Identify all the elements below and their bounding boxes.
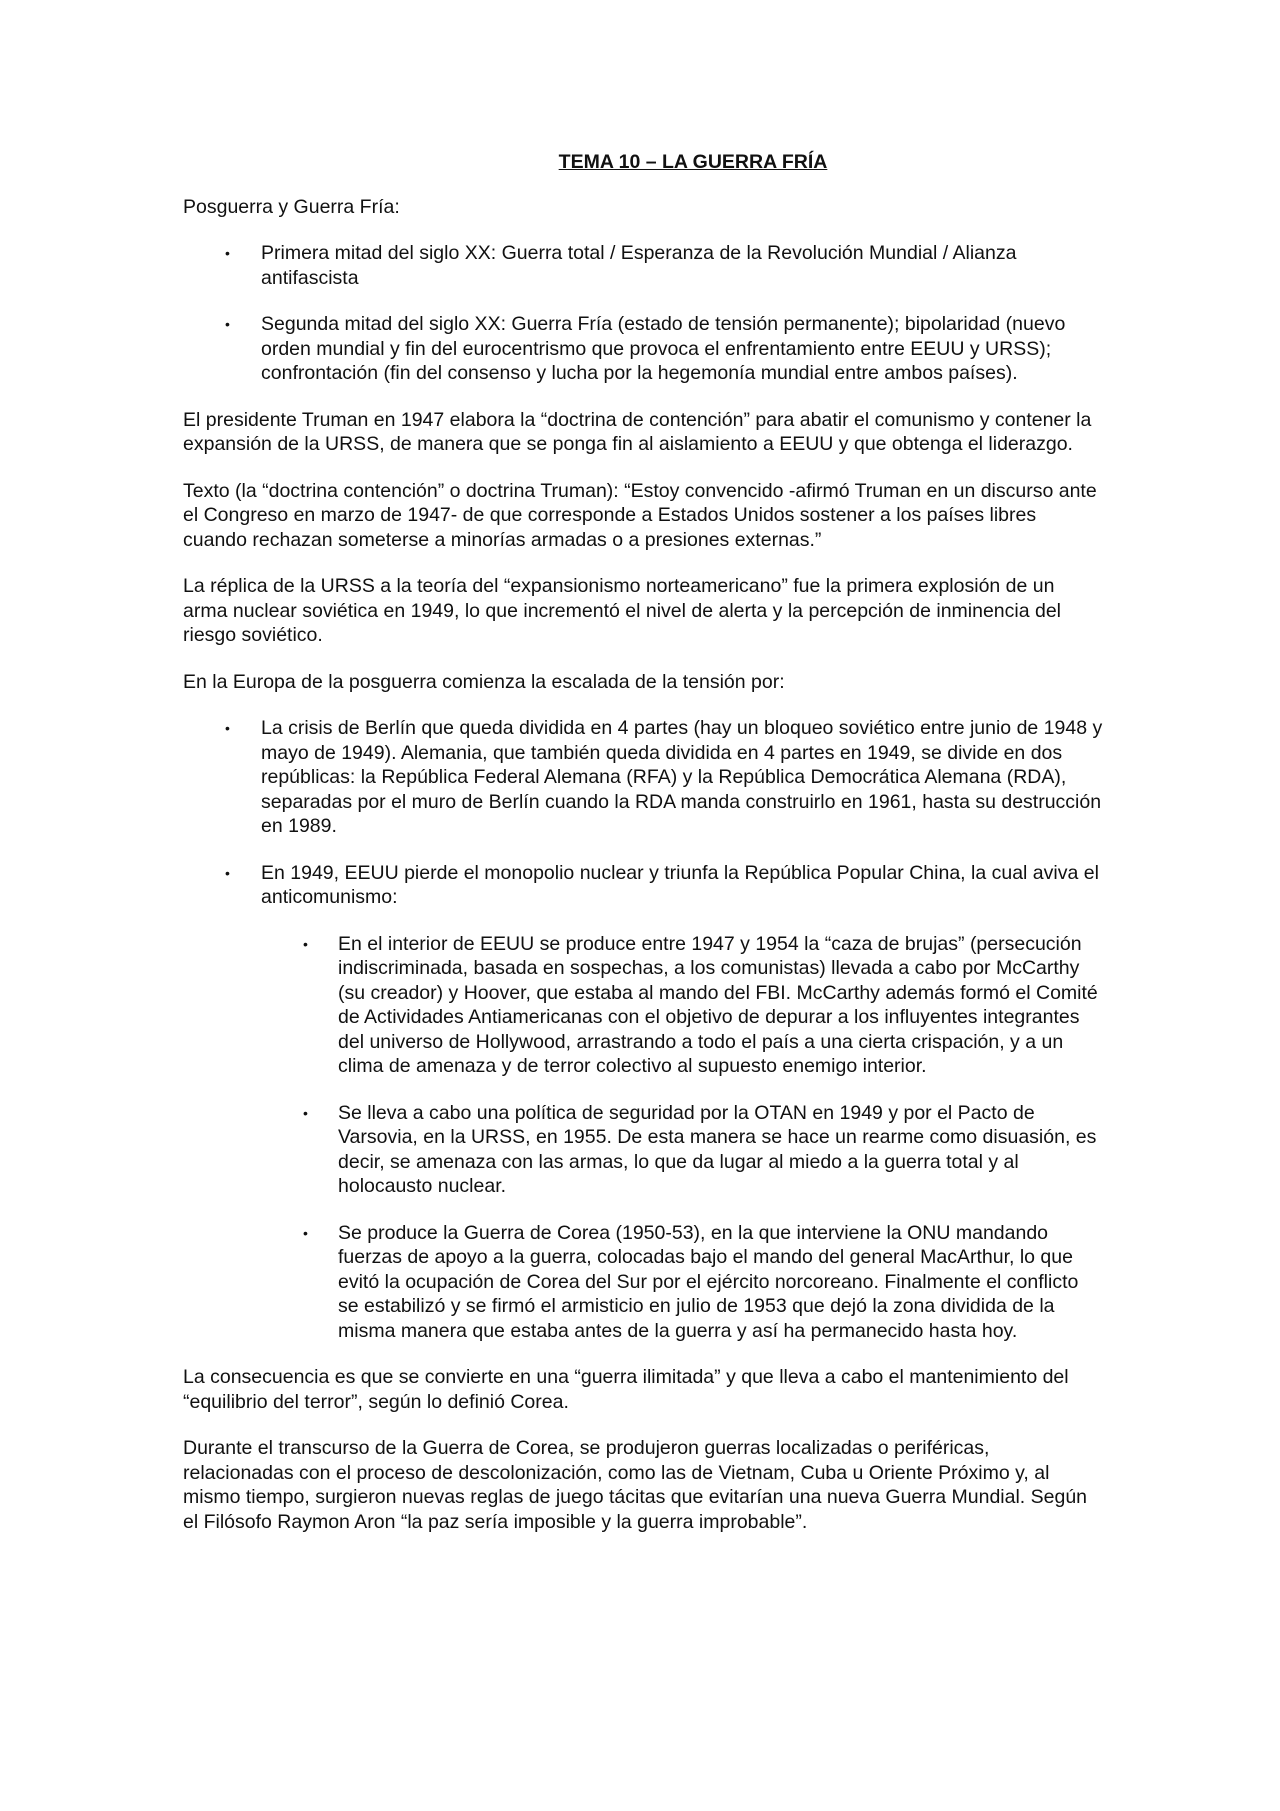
list-item-text: Se produce la Guerra de Corea (1950-53), en la que interviene la ONU mandando fuerzas de apoyo a la guerra, colocadas bajo el mando del general MacArthur, lo que evitó la ocupación de Corea del Sur por el ejército norcoreano. Finalmente el conflicto se estabilizó y se firmó el armisticio en julio de 1953 que dejó la zona dividida de la misma manera que estaba antes de la guerra y así ha permanecido hasta hoy. — [338, 1221, 1079, 1342]
paragraph-urss-reply: La réplica de la URSS a la teoría del “expansionismo norteamericano” fue la primera explosión de un arma nuclear soviética en 1949, lo que incrementó el nivel de alerta y la percepción de inminencia del riesgo soviético. — [183, 575, 1062, 646]
bullet-icon: • — [303, 935, 308, 952]
paragraph-europe-tension: En la Europa de la posguerra comienza la escalada de la tensión por: — [183, 670, 785, 693]
paragraph-truman-quote: Texto (la “doctrina contención” o doctrina Truman): “Estoy convencido -afirmó Truman en un discurso ante el Congreso en marzo de 1947- de que corresponde a Estados Unidos sostener a los países libres cuando rechazan someterse a minorías armadas o a presiones externas.” — [183, 479, 1097, 551]
bullet-icon: • — [303, 1104, 308, 1121]
anticommunism-bullet-list — [261, 932, 1103, 1344]
list-item-text: Primera mitad del siglo XX: Guerra total / Esperanza de la Revolución Mundial / Alianza antifascista — [261, 242, 1017, 289]
paragraph-truman: El presidente Truman en 1947 elabora la “doctrina de contención” para abatir el comunismo y contener la expansión de la URSS, de manera que se ponga fin al aislamiento a EEUU y que obtenga el liderazgo. — [183, 408, 1092, 455]
list-item-text: La crisis de Berlín que queda dividida en 4 partes (hay un bloqueo soviético entre junio de 1948 y mayo de 1949). Alemania, que también queda dividida en 4 partes en 1949, se divide en dos repúblicas: la República Federal Alemana (RFA) y la República Democrática Alemana (RDA), separadas por el muro de Berlín cuando la RDA manda construirlo en 1961, hasta su destrucción en 1989. — [261, 717, 1103, 837]
section-heading: Posguerra y Guerra Fría: — [183, 195, 400, 218]
document-body — [183, 150, 1103, 1556]
tension-bullet-list — [183, 716, 1103, 1343]
list-item-text: Segunda mitad del siglo XX: Guerra Fría (estado de tensión permanente); bipolaridad (nuevo orden mundial y fin del eurocentrismo que provoca el enfrentamiento entre EEUU y URSS); confrontación (fin del consenso y lucha por la hegemonía mundial entre ambos países). — [261, 313, 1066, 384]
list-item-text: Se lleva a cabo una política de seguridad por la OTAN en 1949 y por el Pacto de Varsovia, en la URSS, en 1955. De esta manera se hace un rearme como disuasión, es decir, se amenaza con las armas, lo que da lugar al miedo a la guerra total y al holocausto nuclear. — [338, 1101, 1097, 1197]
list-item — [183, 861, 1103, 1344]
bullet-icon: • — [225, 864, 230, 881]
paragraph-korea-war: Durante el transcurso de la Guerra de Corea, se produjeron guerras localizadas o periféricas, relacionadas con el proceso de descolonización, como las de Vietnam, Cuba u Oriente Próximo y, al mismo tiempo, surgieron nuevas reglas de juego tácitas que evitarían una nueva Guerra Mundial. Según el Filósofo Raymon Aron “la paz sería imposible y la guerra improbable”. — [183, 1437, 1088, 1533]
bullet-icon: • — [303, 1224, 308, 1241]
document-title: TEMA 10 – LA GUERRA FRÍA — [558, 151, 828, 173]
list-item — [183, 716, 1103, 839]
list-item — [183, 241, 1103, 290]
list-item-text: En 1949, EEUU pierde el monopolio nuclear y triunfa la República Popular China, la cual aviva el anticomunismo: — [261, 861, 1099, 908]
list-item — [261, 1221, 1103, 1344]
list-item — [183, 312, 1103, 386]
list-item — [261, 1101, 1103, 1199]
bullet-icon: • — [225, 720, 230, 736]
bullet-icon: • — [225, 245, 230, 261]
list-item-text: En el interior de EEUU se produce entre 1947 y 1954 la “caza de brujas” (persecución indiscriminada, basada en sospechas, a los comunistas) llevada a cabo por McCarthy (su creador) y Hoover, que estaba al mando del FBI. McCarthy además formó el Comité de Actividades Antiamericanas con el objetivo de depurar a los influyentes integrantes del universo de Hollywood, arrastrando a todo el país a una cierta crispación, y a un clima de amenaza y de terror colectivo al supuesto enemigo interior. — [338, 932, 1098, 1077]
list-item — [261, 932, 1103, 1079]
paragraph-consequence: La consecuencia es que se convierte en una “guerra ilimitada” y que lleva a cabo el mantenimiento del “equilibrio del terror”, según lo definió Corea. — [183, 1366, 1069, 1413]
bullet-icon: • — [225, 316, 230, 332]
intro-bullet-list — [183, 241, 1103, 386]
